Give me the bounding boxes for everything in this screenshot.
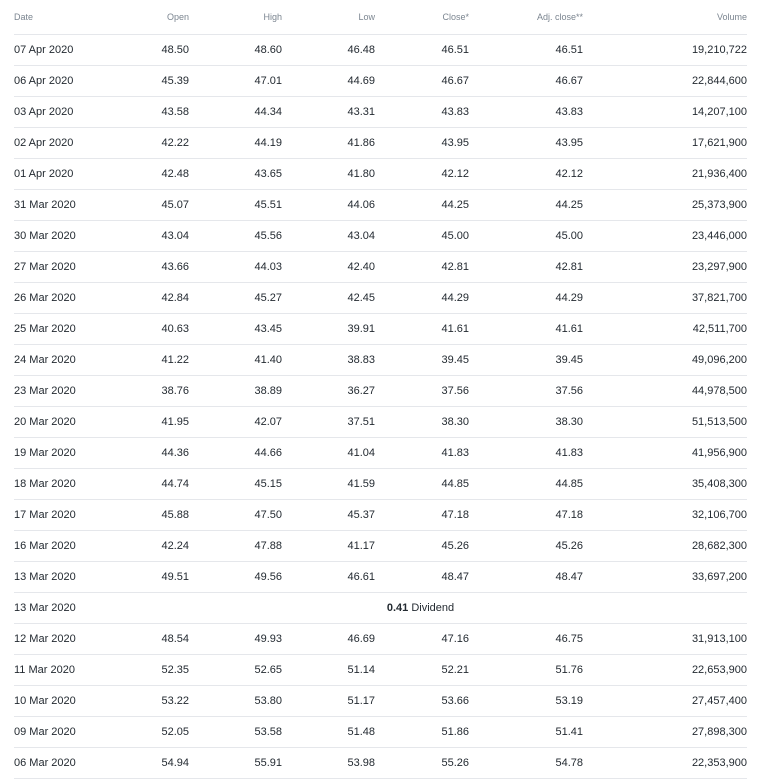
cell-low: 46.48 bbox=[282, 35, 375, 66]
cell-volume: 42,511,700 bbox=[583, 314, 747, 345]
cell-close: 37.56 bbox=[375, 376, 469, 407]
cell-volume: 31,913,100 bbox=[583, 624, 747, 655]
cell-low: 41.59 bbox=[282, 469, 375, 500]
cell-high: 47.88 bbox=[189, 531, 282, 562]
cell-adj-close: 53.19 bbox=[469, 686, 583, 717]
cell-close: 51.86 bbox=[375, 717, 469, 748]
cell-date: 31 Mar 2020 bbox=[14, 190, 94, 221]
cell-date: 27 Mar 2020 bbox=[14, 252, 94, 283]
cell-low: 41.04 bbox=[282, 438, 375, 469]
table-header bbox=[14, 0, 747, 35]
cell-open: 40.63 bbox=[94, 314, 189, 345]
cell-volume: 25,373,900 bbox=[583, 190, 747, 221]
cell-open: 52.35 bbox=[94, 655, 189, 686]
cell-high: 49.56 bbox=[189, 562, 282, 593]
header-date: Date bbox=[14, 0, 94, 35]
cell-open: 45.39 bbox=[94, 66, 189, 97]
cell-adj-close: 43.95 bbox=[469, 128, 583, 159]
cell-low: 41.86 bbox=[282, 128, 375, 159]
cell-open: 49.51 bbox=[94, 562, 189, 593]
cell-date: 25 Mar 2020 bbox=[14, 314, 94, 345]
dividend-amount: 0.41 bbox=[386, 602, 409, 614]
cell-close: 44.25 bbox=[375, 190, 469, 221]
header-close: Close* bbox=[375, 0, 469, 35]
cell-low: 43.04 bbox=[282, 221, 375, 252]
cell-high: 44.34 bbox=[189, 97, 282, 128]
cell-open: 42.24 bbox=[94, 531, 189, 562]
cell-close: 48.47 bbox=[375, 562, 469, 593]
cell-high: 38.89 bbox=[189, 376, 282, 407]
table-row bbox=[14, 252, 747, 283]
cell-low: 38.83 bbox=[282, 345, 375, 376]
cell-open: 52.05 bbox=[94, 717, 189, 748]
cell-adj-close: 41.83 bbox=[469, 438, 583, 469]
cell-open: 54.94 bbox=[94, 748, 189, 779]
dividend-cell bbox=[94, 593, 747, 624]
cell-date: 18 Mar 2020 bbox=[14, 469, 94, 500]
cell-high: 44.03 bbox=[189, 252, 282, 283]
cell-date: 30 Mar 2020 bbox=[14, 221, 94, 252]
table-row bbox=[14, 717, 747, 748]
cell-high: 49.93 bbox=[189, 624, 282, 655]
cell-low: 42.45 bbox=[282, 283, 375, 314]
cell-adj-close: 44.29 bbox=[469, 283, 583, 314]
cell-volume: 22,353,900 bbox=[583, 748, 747, 779]
dividend-row bbox=[14, 593, 747, 624]
cell-adj-close: 38.30 bbox=[469, 407, 583, 438]
cell-open: 41.95 bbox=[94, 407, 189, 438]
table-row bbox=[14, 469, 747, 500]
cell-close: 52.21 bbox=[375, 655, 469, 686]
cell-date: 19 Mar 2020 bbox=[14, 438, 94, 469]
table-row bbox=[14, 128, 747, 159]
cell-low: 41.80 bbox=[282, 159, 375, 190]
table-row bbox=[14, 345, 747, 376]
table-row bbox=[14, 66, 747, 97]
table-row bbox=[14, 624, 747, 655]
dividend-label: Dividend bbox=[411, 602, 455, 614]
cell-close: 55.26 bbox=[375, 748, 469, 779]
cell-volume: 17,621,900 bbox=[583, 128, 747, 159]
cell-low: 44.06 bbox=[282, 190, 375, 221]
cell-volume: 35,408,300 bbox=[583, 469, 747, 500]
cell-volume: 27,457,400 bbox=[583, 686, 747, 717]
cell-open: 43.66 bbox=[94, 252, 189, 283]
cell-open: 43.58 bbox=[94, 97, 189, 128]
cell-open: 41.22 bbox=[94, 345, 189, 376]
cell-high: 45.27 bbox=[189, 283, 282, 314]
cell-low: 43.31 bbox=[282, 97, 375, 128]
cell-date: 13 Mar 2020 bbox=[14, 562, 94, 593]
cell-adj-close: 46.51 bbox=[469, 35, 583, 66]
cell-adj-close: 44.25 bbox=[469, 190, 583, 221]
cell-close: 42.12 bbox=[375, 159, 469, 190]
cell-adj-close: 43.83 bbox=[469, 97, 583, 128]
cell-high: 44.66 bbox=[189, 438, 282, 469]
cell-adj-close: 42.12 bbox=[469, 159, 583, 190]
cell-high: 53.58 bbox=[189, 717, 282, 748]
cell-volume: 22,844,600 bbox=[583, 66, 747, 97]
cell-adj-close: 45.26 bbox=[469, 531, 583, 562]
table-row bbox=[14, 97, 747, 128]
cell-open: 45.88 bbox=[94, 500, 189, 531]
cell-date: 09 Mar 2020 bbox=[14, 717, 94, 748]
cell-date: 02 Apr 2020 bbox=[14, 128, 94, 159]
cell-adj-close: 42.81 bbox=[469, 252, 583, 283]
table-row bbox=[14, 686, 747, 717]
table-row bbox=[14, 314, 747, 345]
cell-close: 53.66 bbox=[375, 686, 469, 717]
cell-date: 01 Apr 2020 bbox=[14, 159, 94, 190]
header-high: High bbox=[189, 0, 282, 35]
cell-date: 07 Apr 2020 bbox=[14, 35, 94, 66]
cell-volume: 22,653,900 bbox=[583, 655, 747, 686]
cell-close: 47.16 bbox=[375, 624, 469, 655]
cell-open: 45.07 bbox=[94, 190, 189, 221]
cell-volume: 23,446,000 bbox=[583, 221, 747, 252]
cell-date: 17 Mar 2020 bbox=[14, 500, 94, 531]
cell-volume: 23,297,900 bbox=[583, 252, 747, 283]
cell-low: 53.98 bbox=[282, 748, 375, 779]
table-row bbox=[14, 221, 747, 252]
cell-date: 03 Apr 2020 bbox=[14, 97, 94, 128]
cell-open: 48.54 bbox=[94, 624, 189, 655]
cell-low: 36.27 bbox=[282, 376, 375, 407]
cell-low: 44.69 bbox=[282, 66, 375, 97]
table-row bbox=[14, 190, 747, 221]
cell-close: 46.67 bbox=[375, 66, 469, 97]
cell-high: 52.65 bbox=[189, 655, 282, 686]
cell-high: 41.40 bbox=[189, 345, 282, 376]
cell-adj-close: 37.56 bbox=[469, 376, 583, 407]
cell-high: 43.65 bbox=[189, 159, 282, 190]
cell-high: 45.56 bbox=[189, 221, 282, 252]
cell-high: 48.60 bbox=[189, 35, 282, 66]
header-open: Open bbox=[94, 0, 189, 35]
cell-open: 44.74 bbox=[94, 469, 189, 500]
cell-low: 42.40 bbox=[282, 252, 375, 283]
cell-adj-close: 47.18 bbox=[469, 500, 583, 531]
cell-high: 45.15 bbox=[189, 469, 282, 500]
cell-volume: 33,697,200 bbox=[583, 562, 747, 593]
cell-volume: 19,210,722 bbox=[583, 35, 747, 66]
table-row bbox=[14, 407, 747, 438]
cell-low: 51.17 bbox=[282, 686, 375, 717]
table-row bbox=[14, 748, 747, 779]
cell-close: 44.29 bbox=[375, 283, 469, 314]
cell-low: 51.14 bbox=[282, 655, 375, 686]
cell-date: 11 Mar 2020 bbox=[14, 655, 94, 686]
table-row bbox=[14, 376, 747, 407]
cell-date: 10 Mar 2020 bbox=[14, 686, 94, 717]
cell-close: 38.30 bbox=[375, 407, 469, 438]
cell-low: 46.61 bbox=[282, 562, 375, 593]
cell-date: 20 Mar 2020 bbox=[14, 407, 94, 438]
cell-low: 46.69 bbox=[282, 624, 375, 655]
cell-high: 47.01 bbox=[189, 66, 282, 97]
cell-low: 51.48 bbox=[282, 717, 375, 748]
cell-date: 06 Mar 2020 bbox=[14, 748, 94, 779]
cell-close: 47.18 bbox=[375, 500, 469, 531]
cell-open: 44.36 bbox=[94, 438, 189, 469]
cell-adj-close: 41.61 bbox=[469, 314, 583, 345]
cell-low: 39.91 bbox=[282, 314, 375, 345]
header-low: Low bbox=[282, 0, 375, 35]
cell-low: 41.17 bbox=[282, 531, 375, 562]
table-row bbox=[14, 438, 747, 469]
cell-open: 38.76 bbox=[94, 376, 189, 407]
cell-volume: 32,106,700 bbox=[583, 500, 747, 531]
cell-close: 41.61 bbox=[375, 314, 469, 345]
cell-volume: 51,513,500 bbox=[583, 407, 747, 438]
cell-adj-close: 45.00 bbox=[469, 221, 583, 252]
cell-volume: 28,682,300 bbox=[583, 531, 747, 562]
table-row bbox=[14, 655, 747, 686]
cell-high: 42.07 bbox=[189, 407, 282, 438]
cell-volume: 44,978,500 bbox=[583, 376, 747, 407]
table-row bbox=[14, 283, 747, 314]
cell-date: 13 Mar 2020 bbox=[14, 593, 94, 624]
table-row bbox=[14, 562, 747, 593]
cell-date: 06 Apr 2020 bbox=[14, 66, 94, 97]
cell-high: 55.91 bbox=[189, 748, 282, 779]
cell-adj-close: 54.78 bbox=[469, 748, 583, 779]
cell-open: 42.22 bbox=[94, 128, 189, 159]
cell-date: 23 Mar 2020 bbox=[14, 376, 94, 407]
cell-low: 37.51 bbox=[282, 407, 375, 438]
table-row bbox=[14, 500, 747, 531]
cell-volume: 27,898,300 bbox=[583, 717, 747, 748]
cell-adj-close: 39.45 bbox=[469, 345, 583, 376]
cell-close: 39.45 bbox=[375, 345, 469, 376]
header-volume: Volume bbox=[583, 0, 747, 35]
cell-adj-close: 48.47 bbox=[469, 562, 583, 593]
cell-adj-close: 51.76 bbox=[469, 655, 583, 686]
cell-open: 42.48 bbox=[94, 159, 189, 190]
cell-close: 46.51 bbox=[375, 35, 469, 66]
cell-close: 45.00 bbox=[375, 221, 469, 252]
table-row bbox=[14, 159, 747, 190]
cell-open: 42.84 bbox=[94, 283, 189, 314]
cell-high: 43.45 bbox=[189, 314, 282, 345]
cell-volume: 21,936,400 bbox=[583, 159, 747, 190]
cell-close: 42.81 bbox=[375, 252, 469, 283]
cell-volume: 37,821,700 bbox=[583, 283, 747, 314]
cell-date: 26 Mar 2020 bbox=[14, 283, 94, 314]
header-row bbox=[14, 0, 747, 35]
cell-adj-close: 46.75 bbox=[469, 624, 583, 655]
cell-close: 41.83 bbox=[375, 438, 469, 469]
cell-close: 45.26 bbox=[375, 531, 469, 562]
table-body bbox=[14, 35, 747, 779]
historical-prices-table bbox=[14, 0, 747, 779]
cell-close: 43.83 bbox=[375, 97, 469, 128]
cell-close: 43.95 bbox=[375, 128, 469, 159]
cell-high: 53.80 bbox=[189, 686, 282, 717]
cell-open: 43.04 bbox=[94, 221, 189, 252]
cell-open: 53.22 bbox=[94, 686, 189, 717]
cell-date: 12 Mar 2020 bbox=[14, 624, 94, 655]
cell-close: 44.85 bbox=[375, 469, 469, 500]
cell-adj-close: 51.41 bbox=[469, 717, 583, 748]
cell-volume: 14,207,100 bbox=[583, 97, 747, 128]
table-row bbox=[14, 531, 747, 562]
cell-date: 16 Mar 2020 bbox=[14, 531, 94, 562]
cell-high: 47.50 bbox=[189, 500, 282, 531]
table-row bbox=[14, 35, 747, 66]
cell-volume: 41,956,900 bbox=[583, 438, 747, 469]
cell-high: 45.51 bbox=[189, 190, 282, 221]
cell-open: 48.50 bbox=[94, 35, 189, 66]
cell-date: 24 Mar 2020 bbox=[14, 345, 94, 376]
cell-volume: 49,096,200 bbox=[583, 345, 747, 376]
cell-low: 45.37 bbox=[282, 500, 375, 531]
cell-adj-close: 44.85 bbox=[469, 469, 583, 500]
cell-high: 44.19 bbox=[189, 128, 282, 159]
header-adj-close: Adj. close** bbox=[469, 0, 583, 35]
cell-adj-close: 46.67 bbox=[469, 66, 583, 97]
